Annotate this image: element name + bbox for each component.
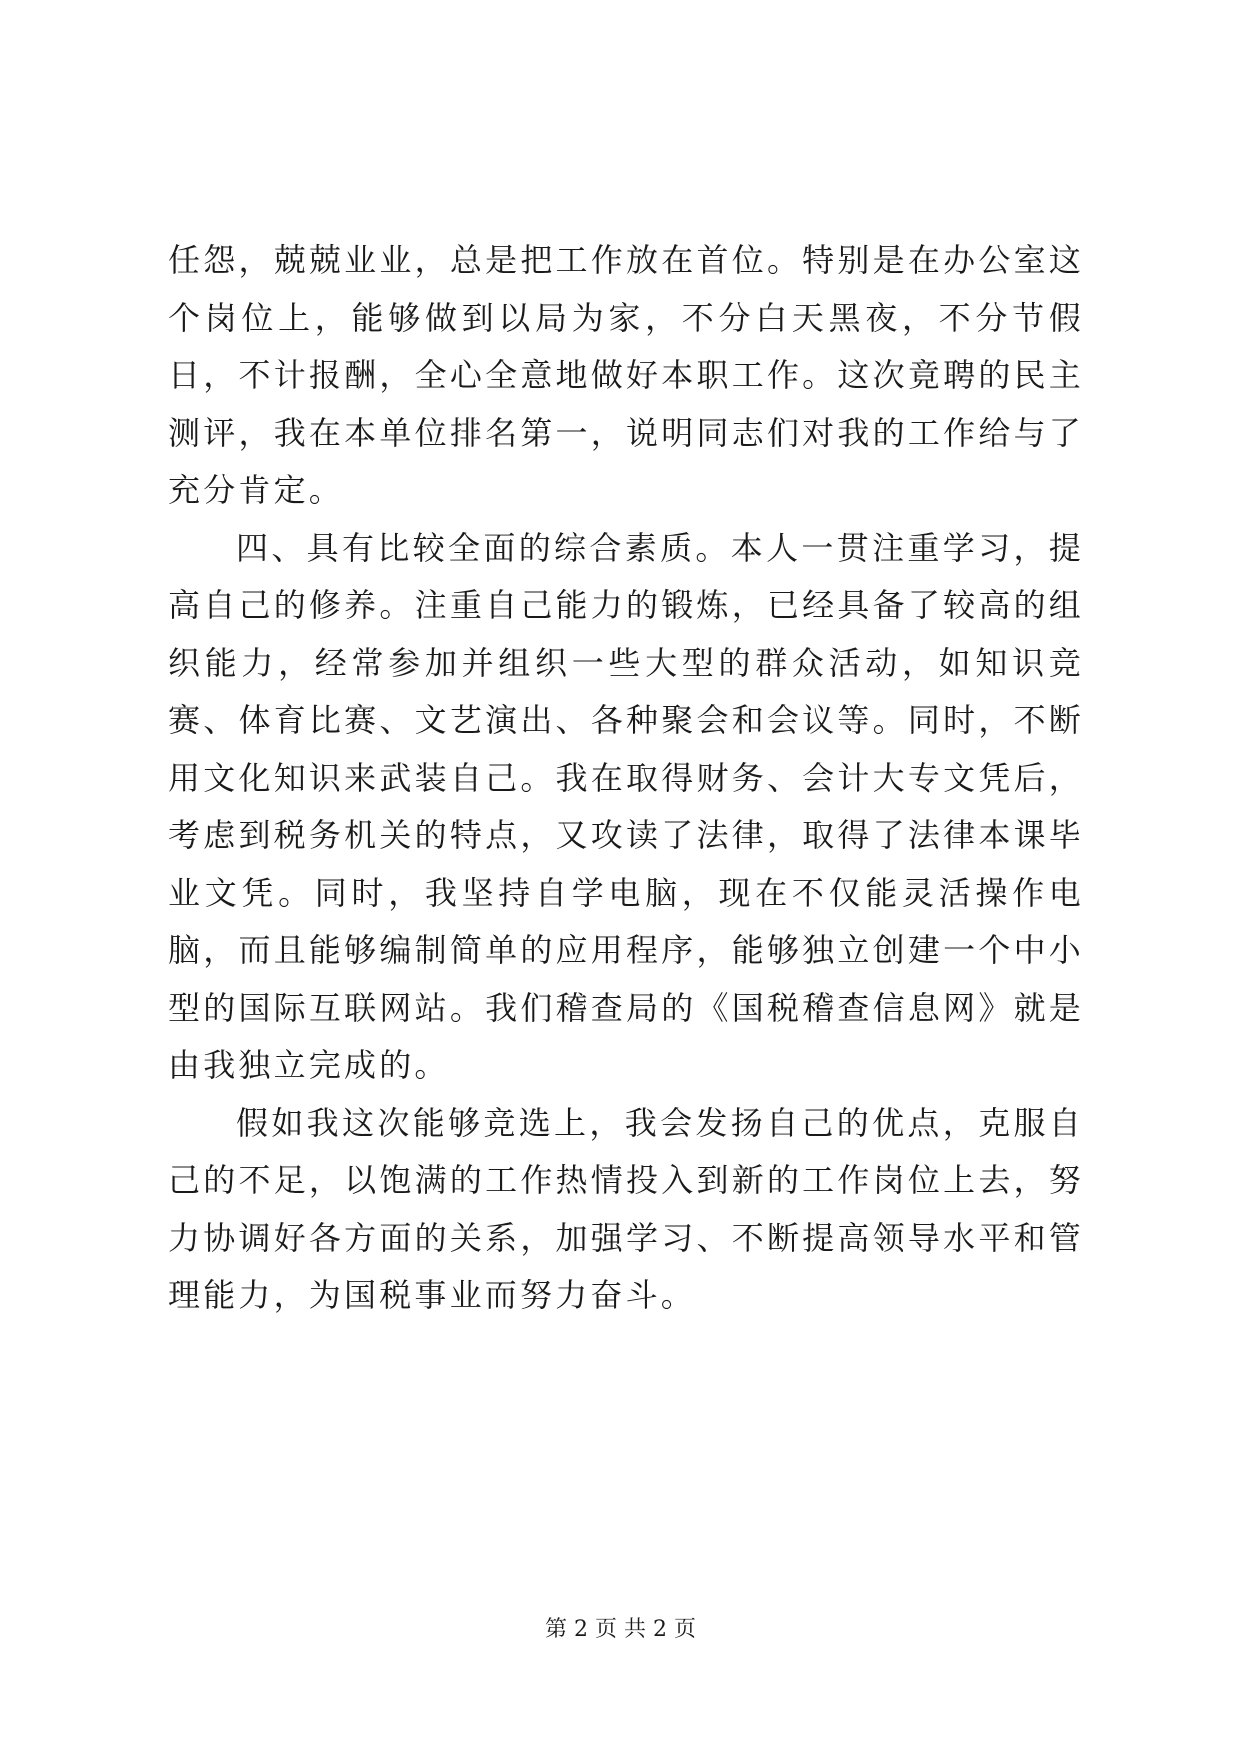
paragraph-continuation: 任怨，兢兢业业，总是把工作放在首位。特别是在办公室这个岗位上，能够做到以局为家，不分白天黑夜，不分节假日，不计报酬，全心全意地做好本职工作。这次竟聘的民主测评，我在本单位排名第一，说明同志们对我的工作给与了充分肯定。 (168, 241, 1084, 509)
document-body (168, 232, 1084, 1325)
paragraph-qualities: 四、具有比较全面的综合素质。本人一贯注重学习，提高自己的修养。注重自己能力的锻炼，已经具备了较高的组织能力，经常参加并组织一些大型的群众活动，如知识竞赛、体育比赛、文艺演出、各种聚会和会议等。同时，不断用文化知识来武装自己。我在取得财务、会计大专文凭后，考虑到税务机关的特点，又攻读了法律，取得了法律本课毕业文凭。同时，我坚持自学电脑，现在不仅能灵活操作电脑，而且能够编制简单的应用程序，能够独立创建一个中小型的国际互联网站。我们稽查局的《国税稽查信息网》就是由我独立完成的。 (168, 528, 1084, 1084)
page-footer: 第 2 页 共 2 页 (545, 1617, 696, 1642)
paragraph-conclusion: 假如我这次能够竞选上，我会发扬自己的优点，克服自己的不足，以饱满的工作热情投入到新的工作岗位上去，努力协调好各方面的关系，加强学习、不断提高领导水平和管理能力，为国税事业而努力奋斗。 (168, 1103, 1084, 1314)
